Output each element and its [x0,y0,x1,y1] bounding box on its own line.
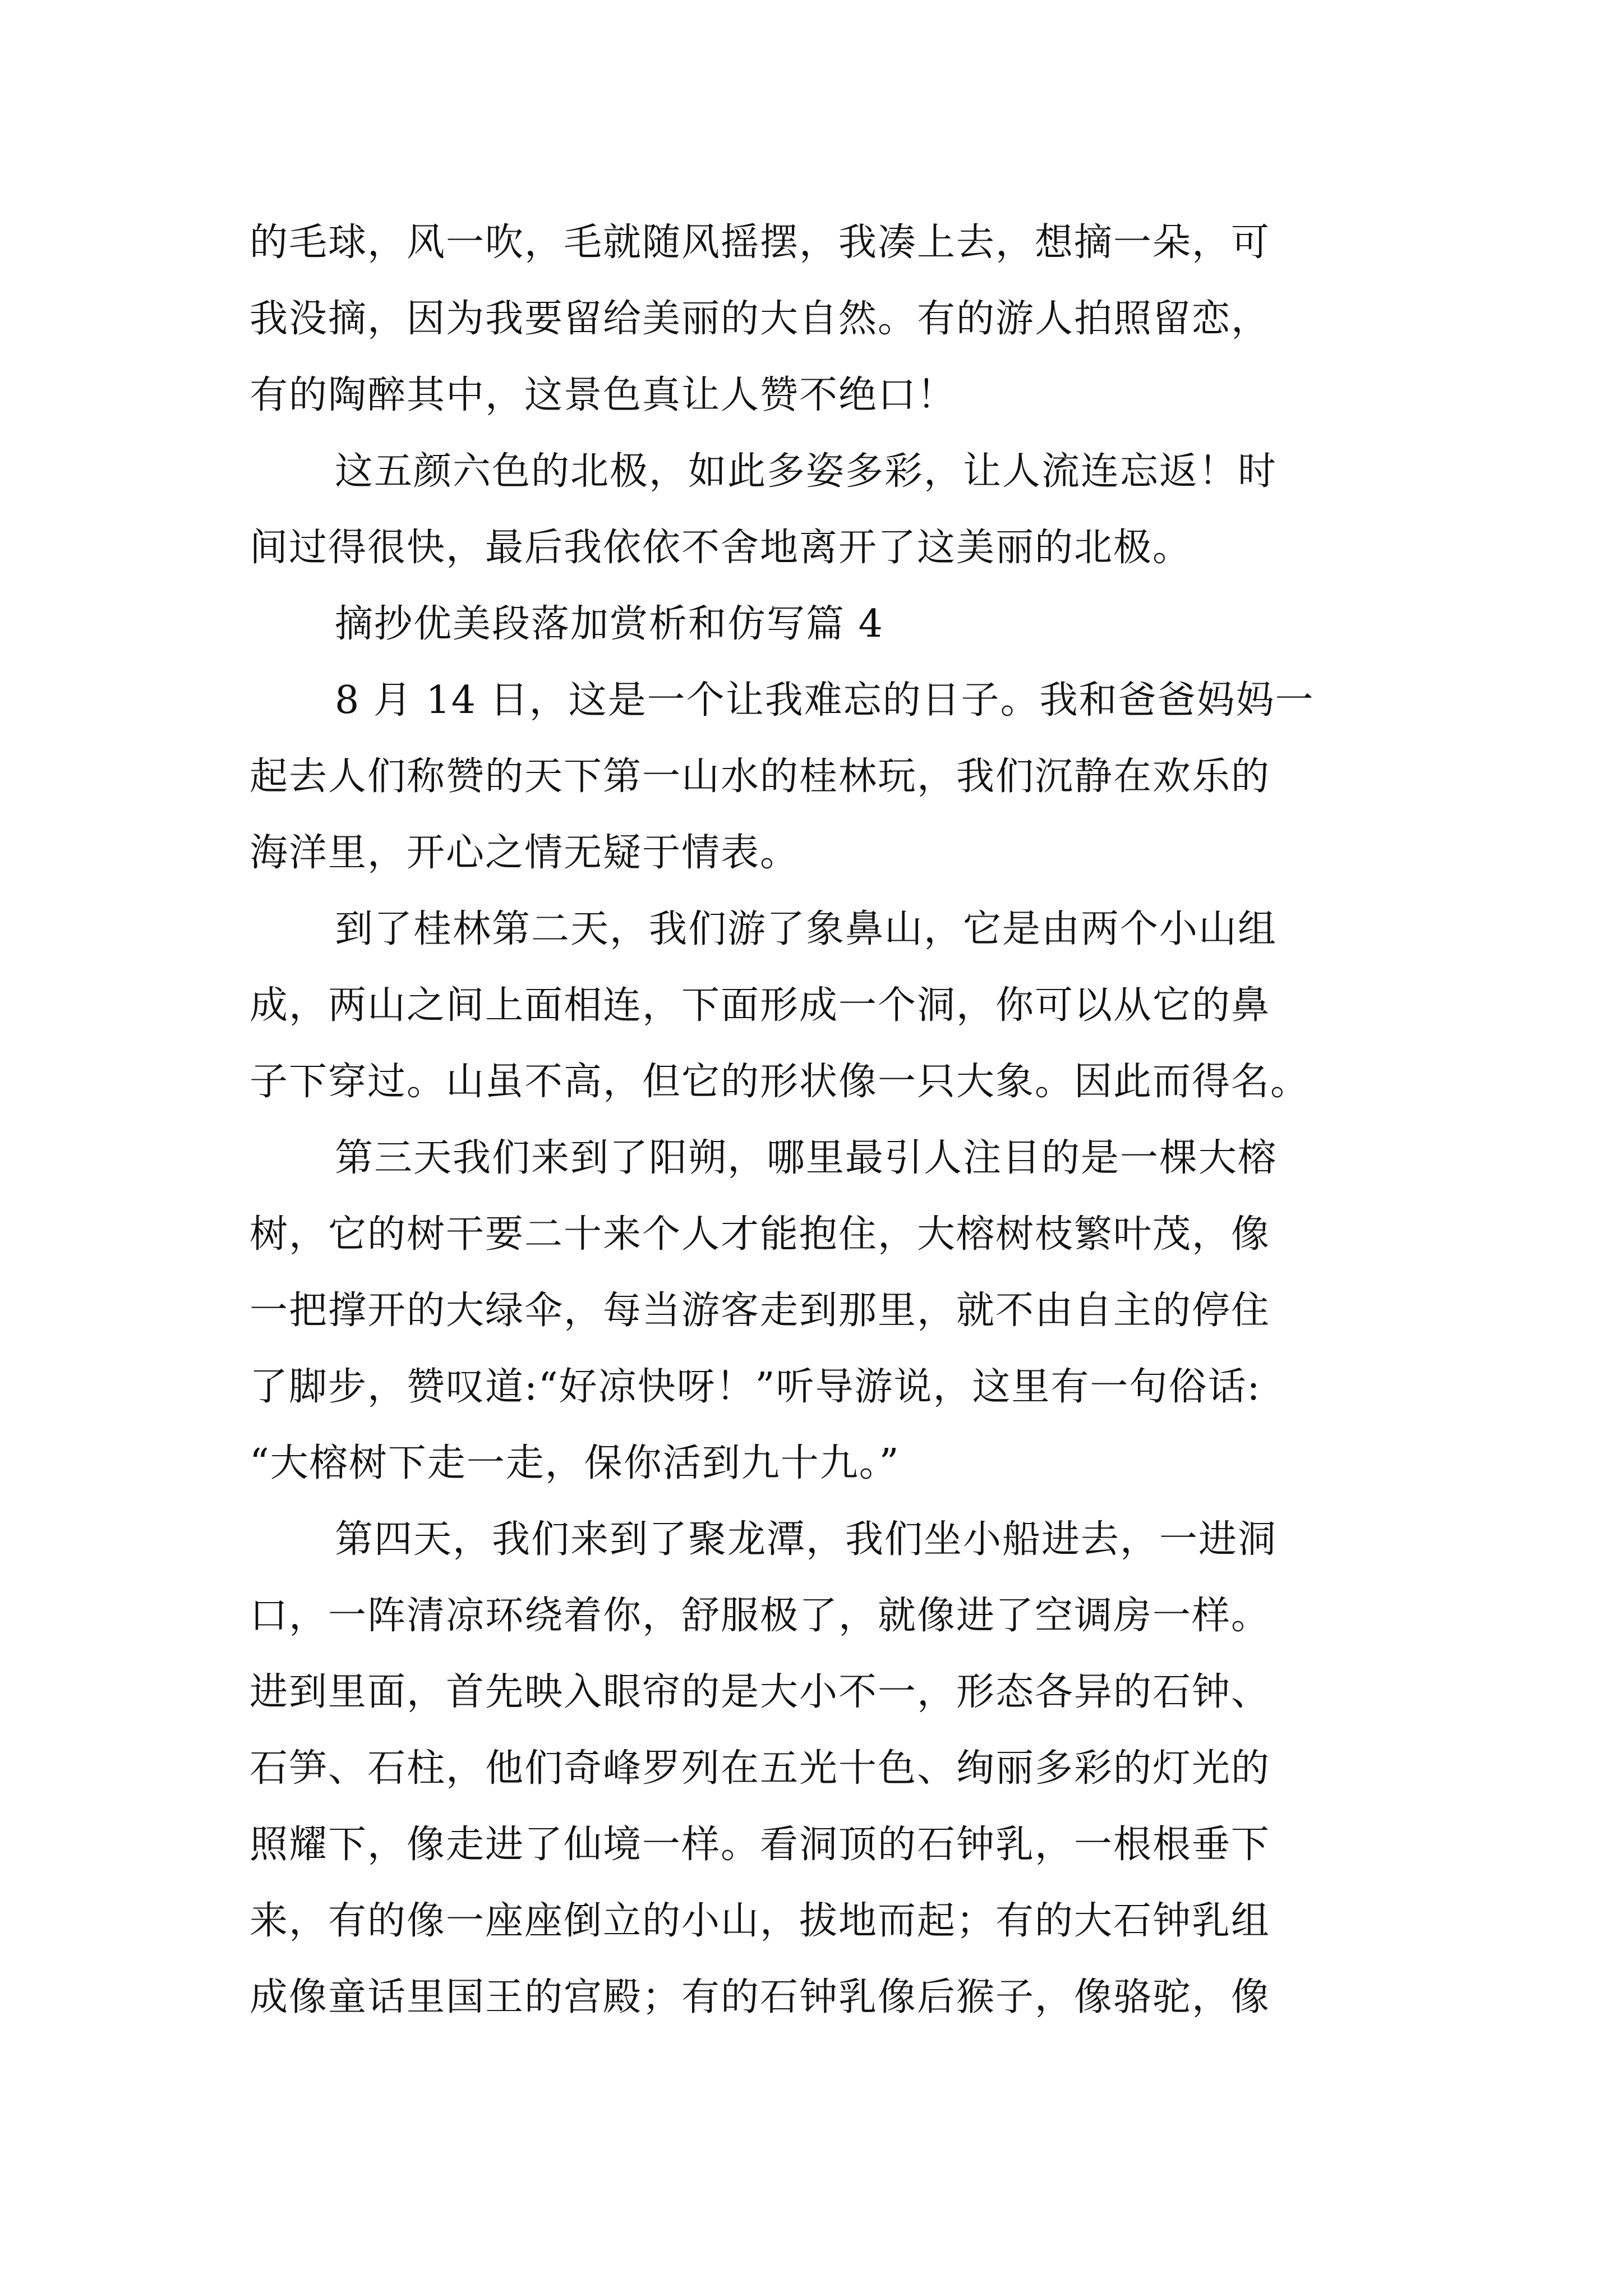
text-line: 成，两山之间上面相连，下面形成一个洞，你可以从它的鼻 [250,983,1271,1028]
text-line: 石笋、石柱，他们奇峰罗列在五光十色、绚丽多彩的灯光的 [250,1746,1271,1791]
text-line: 海洋里，开心之情无疑于情表。 [250,831,800,875]
section-heading: 摘抄优美段落加赏析和仿写篇 4 [335,602,884,646]
document-body [250,205,1388,2036]
text-line: 8 月 14 日，这是一个让我难忘的日子。我和爸爸妈妈一 [335,678,1315,723]
text-line: 照耀下，像走进了仙境一样。看洞顶的石钟乳，一根根垂下 [250,1823,1271,1867]
text-line: 子下穿过。山虽不高，但它的形状像一只大象。因此而得名。 [250,1060,1310,1104]
text-line: 我没摘，因为我要留给美丽的大自然。有的游人拍照留恋， [250,297,1271,341]
text-line: 树，它的树干要二十来个人才能抱住，大榕树枝繁叶茂，像 [250,1212,1271,1257]
text-line: 的毛球，风一吹，毛就随风摇摆，我凑上去，想摘一朵，可 [250,220,1271,265]
text-line: 间过得很快，最后我依依不舍地离开了这美丽的北极。 [250,526,1192,570]
text-line: 一把撑开的大绿伞，每当游客走到那里，就不由自主的停住 [250,1289,1271,1333]
text-line: 有的陶醉其中，这景色真让人赞不绝口！ [250,373,957,417]
text-line: 到了桂林第二天，我们游了象鼻山，它是由两个小山组 [335,907,1278,951]
text-line: 口，一阵清凉环绕着你，舒服极了，就像进了空调房一样。 [250,1594,1271,1638]
text-line: 第四天，我们来到了聚龙潭，我们坐小船进去，一进洞 [335,1517,1278,1562]
text-line: 来，有的像一座座倒立的小山，拔地而起；有的大石钟乳组 [250,1899,1271,1943]
text-line: 成像童话里国王的宫殿；有的石钟乳像后猴子，像骆驼，像 [250,1975,1271,2019]
text-line: 了脚步，赞叹道:“好凉快呀！”听导游说，这里有一句俗话: [250,1365,1261,1409]
text-line: 起去人们称赞的天下第一山水的桂林玩，我们沉静在欢乐的 [250,754,1271,799]
text-line: 进到里面，首先映入眼帘的是大小不一，形态各异的石钟、 [250,1670,1271,1714]
text-line: 第三天我们来到了阳朔，哪里最引人注目的是一棵大榕 [335,1136,1278,1180]
text-line: “大榕树下走一走，保你活到九十九。” [250,1441,900,1485]
text-line: 这五颜六色的北极，如此多姿多彩，让人流连忘返！时 [335,449,1278,494]
